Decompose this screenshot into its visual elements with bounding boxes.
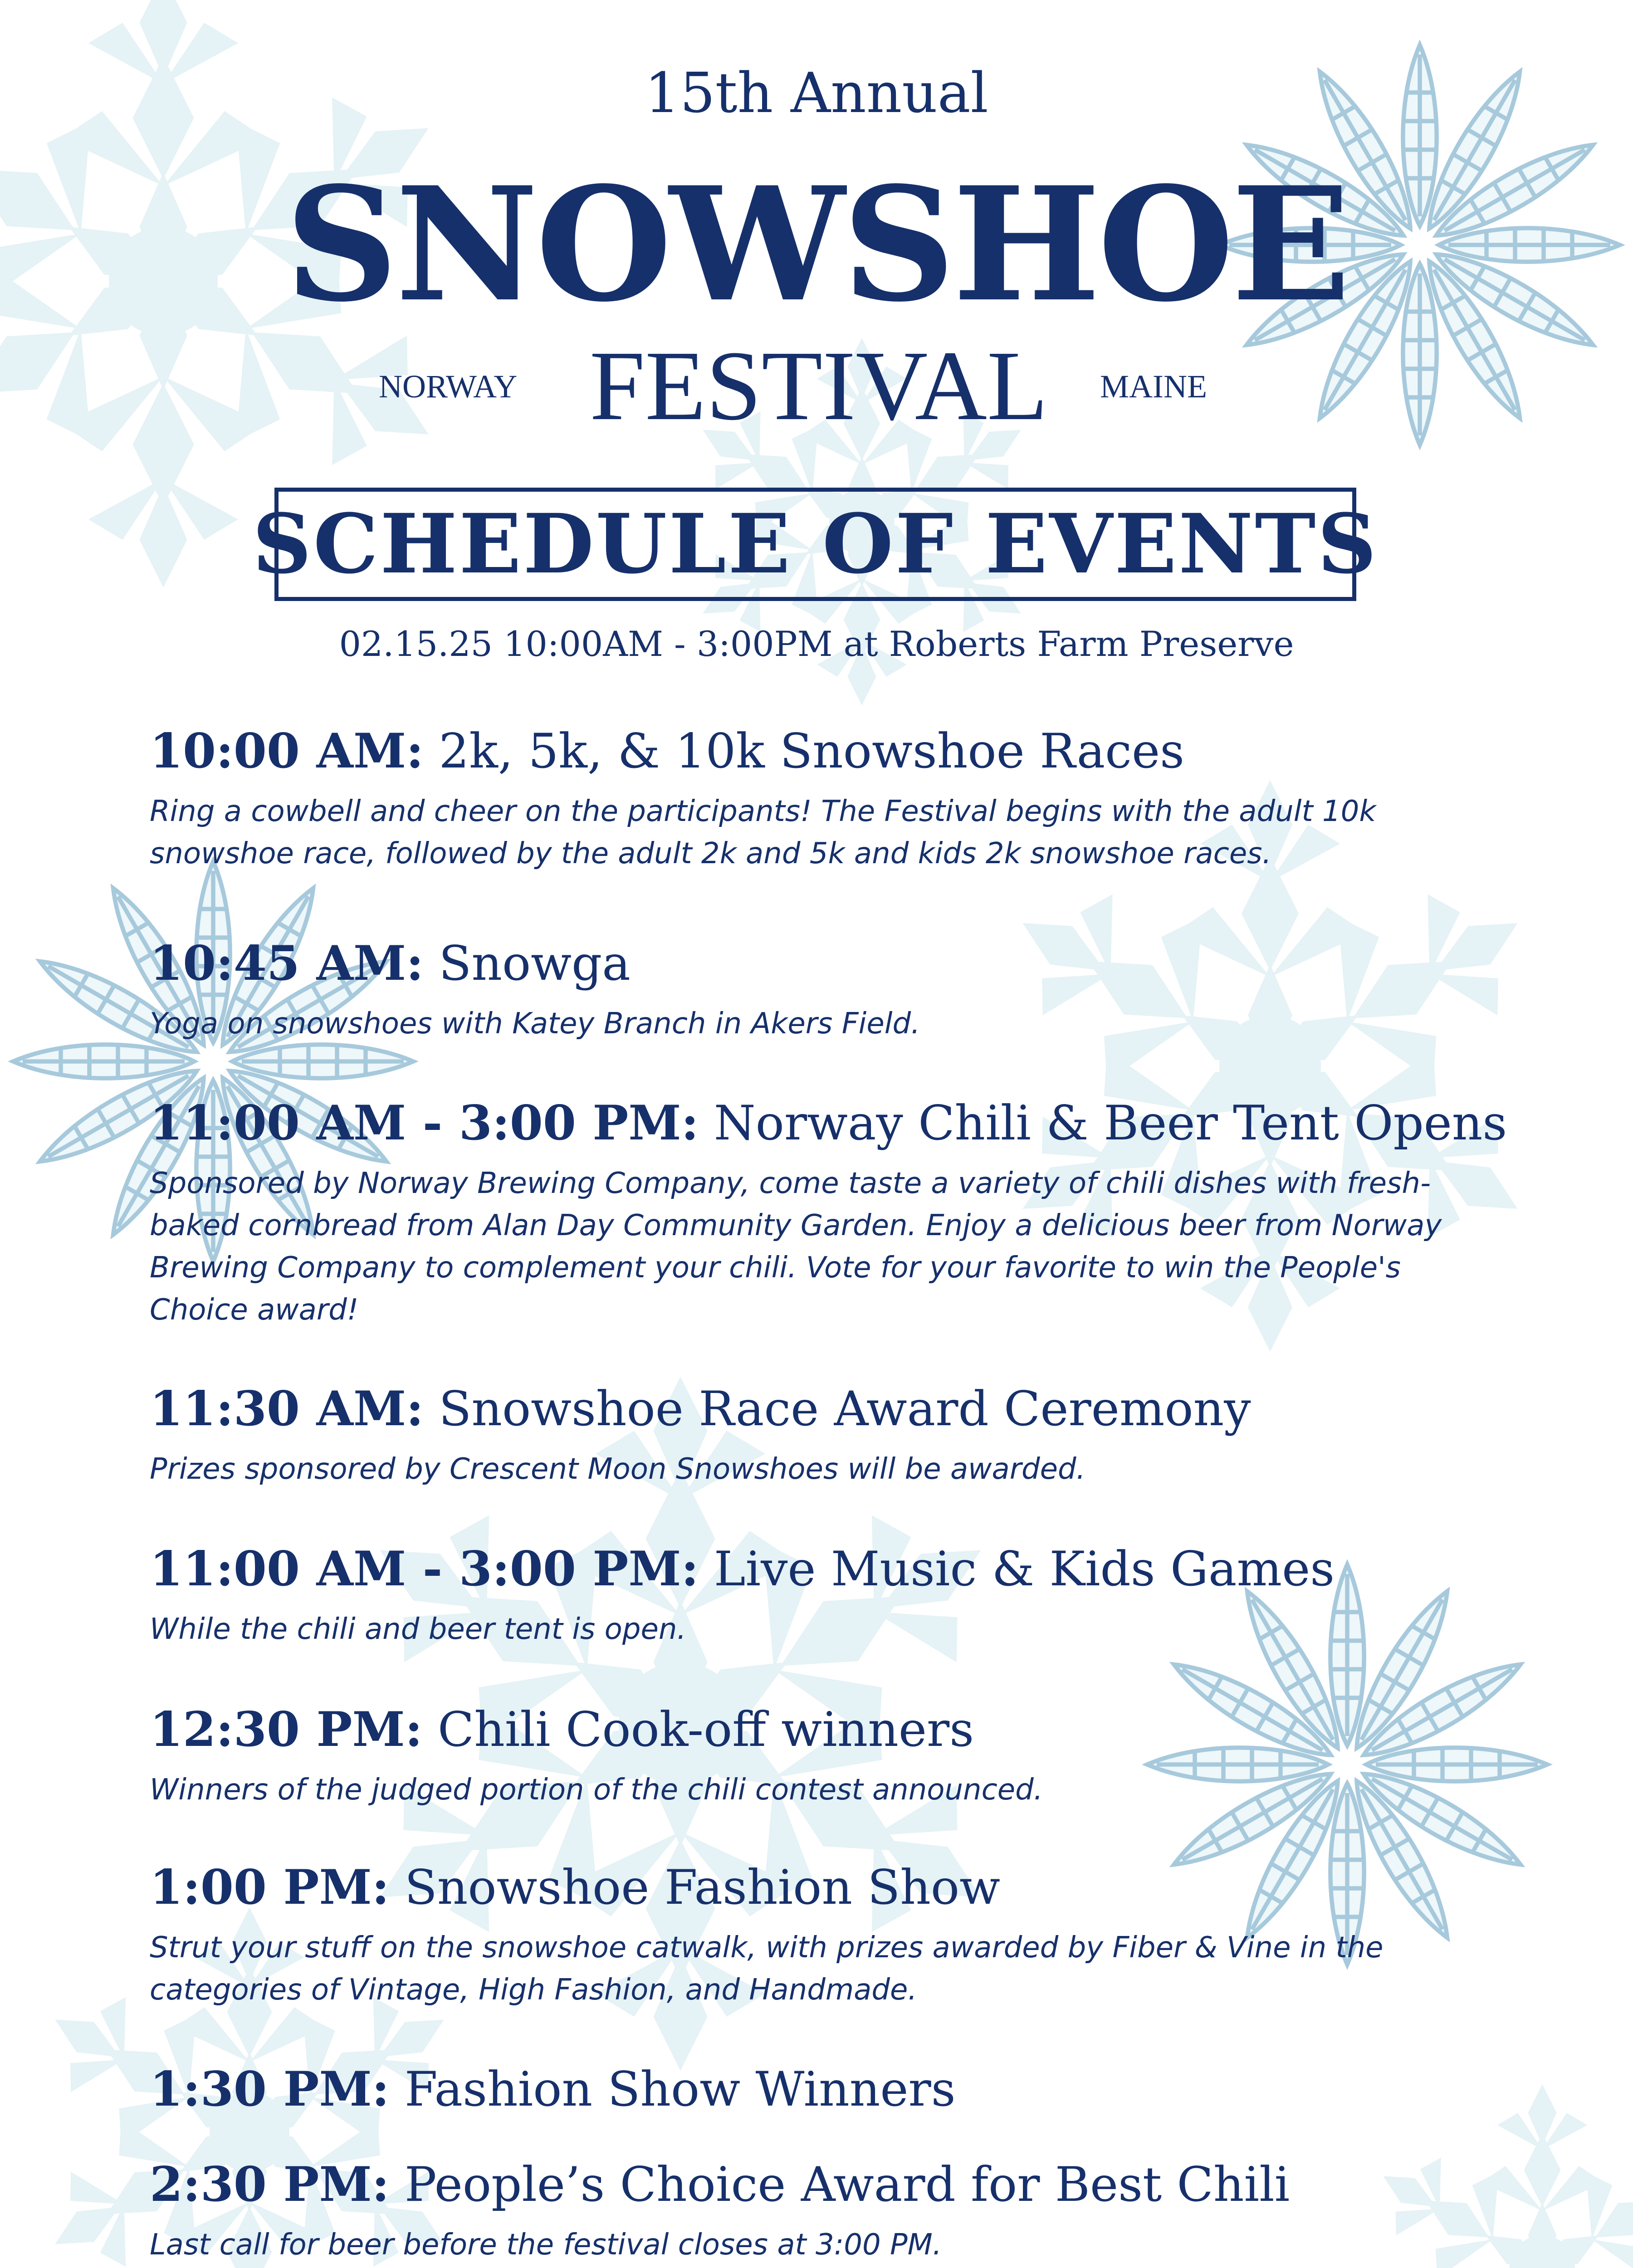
event-title: Live Music & Kids Games	[714, 1541, 1335, 1597]
event-time: 11:00 AM - 3:00 PM:	[150, 1540, 699, 1597]
event-title: Snowshoe Fashion Show	[404, 1860, 1000, 1915]
event-description: Ring a cowbell and cheer on the participants! The Festival begins with the adult 10k snowshoe race, followed by the adult 2k and 5k and kids 2k snowshoe races.	[150, 795, 1376, 870]
event-heading	[150, 1700, 1492, 1759]
event-time: 2:30 PM:	[150, 2156, 390, 2212]
event-description: Yoga on snowshoes with Katey Branch in Akers Field.	[150, 1007, 920, 1041]
location-norway: NORWAY	[379, 368, 518, 405]
event-item	[150, 1379, 1492, 1491]
event-heading	[150, 1379, 1492, 1438]
event-time: 1:00 PM:	[150, 1859, 390, 1915]
event-title: Chili Cook-off winners	[437, 1702, 974, 1757]
event-heading	[150, 1093, 1507, 1153]
event-item	[150, 1539, 1492, 1651]
event-item	[150, 721, 1492, 875]
event-title: 2k, 5k, & 10k Snowshoe Races	[439, 723, 1185, 779]
event-item	[150, 1857, 1492, 2011]
event-time: 10:00 AM:	[150, 723, 424, 779]
event-title: Norway Chili & Beer Tent Opens	[714, 1095, 1507, 1151]
event-heading	[150, 2155, 1492, 2214]
event-item	[150, 1700, 1492, 1811]
event-description: Strut your stuff on the snowshoe catwalk, with prizes awarded by Fiber & Vine in the categories of Vintage, High Fashion, and Handmade.	[150, 1931, 1384, 2007]
festival-title: SNOWSHOE	[285, 153, 1348, 337]
event-dateline: 02.15.25 10:00AM - 3:00PM at Roberts Farm Preserve	[339, 624, 1294, 664]
event-item	[150, 2059, 1492, 2119]
event-description: Prizes sponsored by Crescent Moon Snowshoes will be awarded.	[150, 1452, 1085, 1486]
event-title: People’s Choice Award for Best Chili	[404, 2157, 1290, 2212]
event-time: 11:00 AM - 3:00 PM:	[150, 1095, 699, 1151]
event-heading	[150, 1857, 1492, 1917]
event-title: Snowshoe Race Award Ceremony	[439, 1381, 1251, 1437]
event-time: 11:30 AM:	[150, 1380, 424, 1437]
schedule-heading: SCHEDULE OF EVENTS	[252, 496, 1379, 592]
event-description: Winners of the judged portion of the chili contest announced.	[150, 1773, 1043, 1807]
edition-subtitle: 15th Annual	[645, 61, 988, 125]
festival-word: FESTIVAL	[589, 330, 1048, 441]
event-item	[150, 1093, 1507, 1331]
event-heading	[150, 1539, 1492, 1598]
event-time: 1:30 PM:	[150, 2061, 390, 2117]
event-description: Last call for beer before the festival closes at 3:00 PM.	[150, 2228, 942, 2262]
event-item	[150, 934, 1492, 1045]
event-item	[150, 2155, 1492, 2266]
event-time: 12:30 PM:	[150, 1701, 423, 1757]
location-maine: MAINE	[1100, 368, 1207, 405]
event-description: While the chili and beer tent is open.	[150, 1613, 686, 1646]
event-description: Sponsored by Norway Brewing Company, come taste a variety of chili dishes with fresh-baked cornbread from Alan Day Community Garden. Enjoy a delicious beer from Norway Brewing Company to complement your chili. Vote for your favorite to win the People's Choice award!	[150, 1167, 1442, 1327]
event-heading	[150, 934, 1492, 993]
schedule-heading-box	[252, 488, 1379, 601]
event-title: Snowga	[439, 936, 631, 991]
event-heading	[150, 721, 1492, 781]
event-heading	[150, 2059, 1492, 2119]
event-title: Fashion Show Winners	[404, 2062, 956, 2117]
event-time: 10:45 AM:	[150, 935, 424, 991]
